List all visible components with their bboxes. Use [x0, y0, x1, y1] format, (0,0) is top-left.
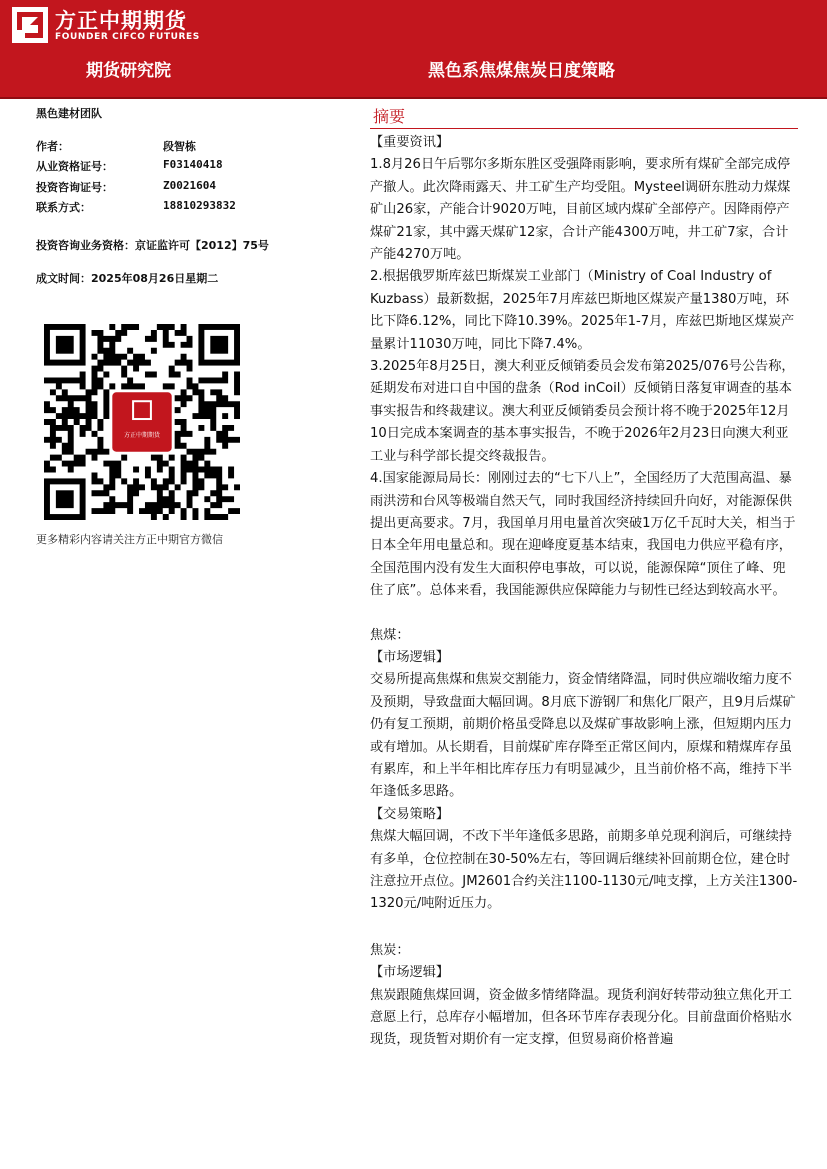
author-value: 段智栋 [163, 140, 196, 153]
cert-label: 从业资格证号： [36, 160, 113, 173]
coke-logic: 焦炭跟随焦煤回调，资金做多情绪降温。现货利润好转带动独立焦化开工意愿上行，总库存小幅增加，但各环节库存表现分化。目前盘面价格贴水现货，现货暂对期价有一定支撑，但贸易商价格普遍 [370, 987, 792, 1048]
coking-coal-strategy-heading: 【交易策略】 [370, 806, 450, 822]
founder-logo-icon [11, 6, 49, 44]
news-item-4: 4.国家能源局局长：刚刚过去的“七下八上”，全国经历了大范围高温、暴雨洪涝和台风等极端自然天气，同时我国经济持续回升向好，对能源保供提出更高要求。7月，我国单月用电量首次突破1万亿千瓦时大关，相当于日本全年用电量总和。现在迎峰度夏基本结束，我国电力供应平稳有序，全国范围内没有发生大面积停电事故，可以说，能源保障“顶住了峰、兜住了底”。总体来看，我国能源供应保障能力与韧性已经达到较高水平。 [370, 471, 796, 599]
header-divider [0, 97, 827, 99]
logo-english-name: FOUNDER CIFCO FUTURES [55, 32, 200, 42]
qr-finder-pattern [44, 478, 86, 520]
abstract-title: 摘要 [373, 107, 406, 126]
qr-finder-pattern [44, 324, 86, 366]
coking-coal-label: 焦煤： [370, 627, 410, 643]
news-heading: 【重要资讯】 [370, 135, 450, 150]
coke-label: 焦炭： [370, 942, 410, 958]
consult-label: 投资咨询证号： [36, 181, 113, 194]
logo-chinese-name: 方正中期期货 [55, 9, 187, 33]
contact-value: 18810293832 [163, 199, 236, 212]
team-name: 黑色建材团队 [36, 107, 102, 120]
consult-value: Z0021604 [163, 179, 216, 192]
abstract-body [370, 132, 798, 1052]
contact-label: 联系方式： [36, 201, 91, 214]
report-header [0, 0, 827, 97]
coking-coal-strategy: 焦煤大幅回调，不改下半年逢低多思路，前期多单兑现利润后，可继续持有多单，仓位控制在30-50%左右，等回调后继续补回前期仓位，建仓时注意拉开点位。JM2601合约关注1100-1130元/吨支撑，上方关注1300-1320元/吨附近压力。 [370, 829, 798, 912]
qr-finder-pattern [198, 324, 240, 366]
coking-coal-logic: 交易所提高焦煤和焦炭交割能力，资金情绪降温，同时供应端收缩力度不及预期，导致盘面大幅回调。8月底下游钢厂和焦化厂限产，且9月后煤矿仍有复工预期，前期价格虽受降息以及煤矿事故影响上涨，但短期内压力或有增加。从长期看，目前煤矿库存降至正常区间内，原煤和精煤库存虽有累库，和上半年相比库存压力有明显减少，且当前价格不高，维持下半年逢低多思路。 [370, 672, 796, 800]
wechat-qr-code[interactable] [44, 324, 240, 520]
report-title: 黑色系焦煤焦炭日度策略 [428, 61, 615, 81]
cert-value: F03140418 [163, 158, 223, 171]
qr-logo-text: 方正中期期货 [123, 431, 161, 439]
news-item-2: 2.根据俄罗斯库兹巴斯煤炭工业部门（Ministry of Coal Industry of Kuzbass）最新数据，2025年7月库兹巴斯地区煤炭产量1380万吨，环比下降6.12%，同比下降10.39%。2025年1-7月，库兹巴斯地区煤炭产量累计11030万吨，同比下降7.4%。 [370, 269, 795, 352]
coking-coal-logic-heading: 【市场逻辑】 [370, 649, 450, 665]
coke-logic-heading: 【市场逻辑】 [370, 965, 450, 981]
news-item-3: 3.2025年8月25日，澳大利亚反倾销委员会发布第2025/076号公告称，延期发布对进口自中国的盘条（Rod inCoil）反倾销日落复审调查的基本事实报告和终裁建议。澳大利亚反倾销委员会预计将不晚于2025年12月10日完成本案调查的基本事实报告，不晚于2026年2月23日向澳大利亚工业与科学部长提交终裁报告。 [370, 359, 795, 464]
author-label: 作者： [36, 140, 69, 153]
department-name: 期货研究院 [86, 61, 171, 81]
news-item-1: 1.8月26日午后鄂尔多斯东胜区受强降雨影响，要求所有煤矿全部完成停产撤人。此次降雨露天、井工矿生产均受阻。Mysteel调研东胜动力煤煤矿山26家，产能合计9020万吨，目前区域内煤矿全部停产。因降雨停产煤矿21家，其中露天煤矿12家，合计产能4300万吨，井工矿7家，合计产能4270万吨。 [370, 157, 791, 263]
qualification-line: 投资咨询业务资格：京证监许可【2012】75号 [36, 239, 269, 252]
report-date: 成文时间：2025年08月26日星期二 [36, 272, 219, 285]
qr-caption: 更多精彩内容请关注方正中期官方微信 [36, 533, 223, 546]
abstract-divider [370, 128, 798, 129]
